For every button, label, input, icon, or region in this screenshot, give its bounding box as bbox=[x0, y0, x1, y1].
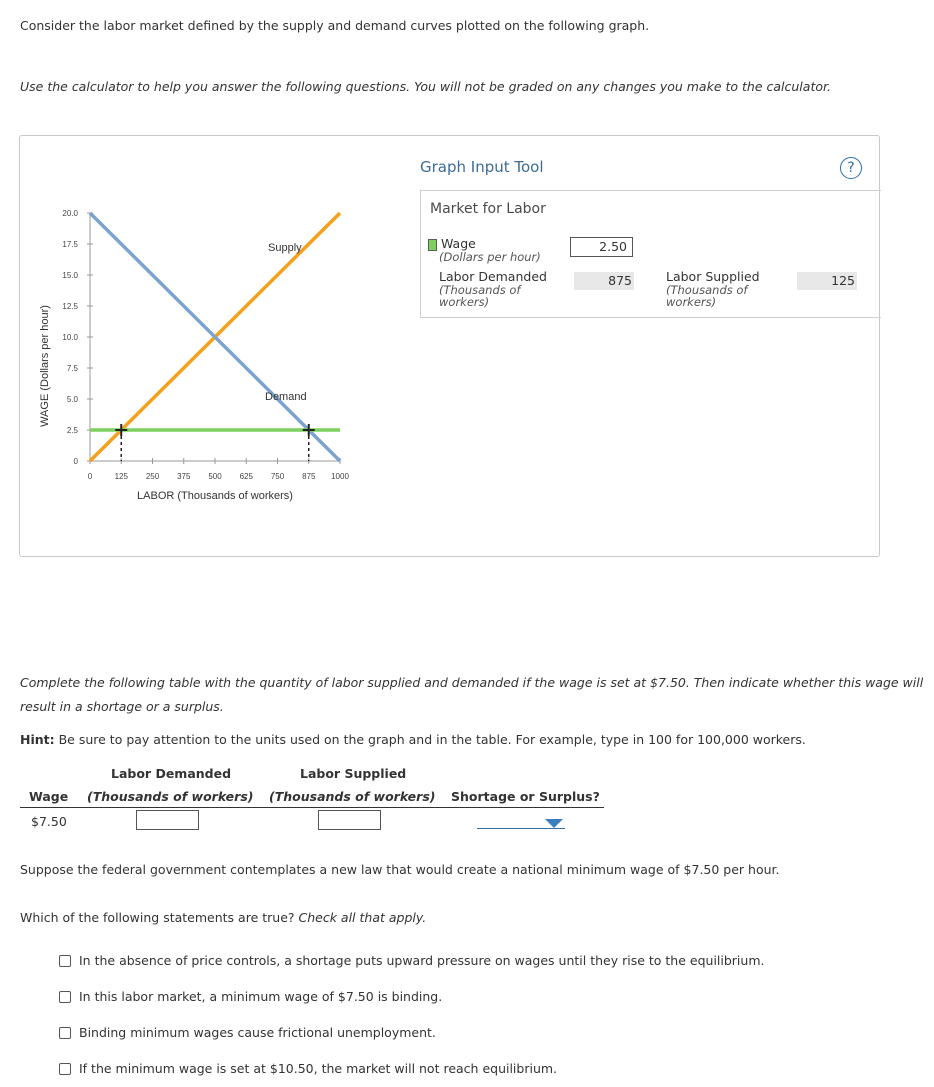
labor-supplied-input[interactable] bbox=[318, 810, 381, 830]
labor-supplied-label: Labor Supplied bbox=[666, 269, 760, 284]
labor-demanded-label: Labor Demanded bbox=[439, 269, 547, 284]
option-label: In this labor market, a minimum wage of $7.50 is binding. bbox=[79, 989, 443, 1004]
y-tick-label: 20.0 bbox=[62, 209, 78, 218]
labor-demanded-input[interactable] bbox=[136, 810, 199, 830]
x-axis-label: LABOR (Thousands of workers) bbox=[137, 490, 293, 502]
table-header-shortage-surplus: Shortage or Surplus? bbox=[451, 789, 600, 804]
y-tick-label: 0 bbox=[73, 457, 78, 466]
checkbox-icon[interactable] bbox=[59, 1063, 71, 1075]
x-tick-label: 750 bbox=[270, 472, 285, 481]
question-table-instructions: Complete the following table with the quantity of labor supplied and demanded if the wage is set at $7.50. Then indicate whether this wage will result in a shortage or a surplus. bbox=[20, 675, 924, 714]
x-tick-label: 0 bbox=[87, 472, 93, 481]
question-minimum-wage: Suppose the federal government contemplates a new law that would create a national minimum wage of $7.50 per hour. bbox=[20, 862, 780, 877]
question-statements-text: Which of the following statements are true? bbox=[20, 910, 299, 925]
supply-curve-label: Supply bbox=[268, 242, 302, 254]
hint bbox=[20, 732, 806, 747]
x-tick-label: 375 bbox=[177, 472, 191, 481]
option-1[interactable] bbox=[59, 953, 764, 968]
calculator-instructions: Use the calculator to help you answer the following questions. You will not be graded on any changes you make to the calculator. bbox=[20, 79, 831, 94]
labor-demanded-unit: (Thousands of workers) bbox=[439, 283, 521, 309]
y-tick-label: 15.0 bbox=[62, 271, 78, 280]
y-tick-label: 7.5 bbox=[66, 364, 78, 373]
table-header-ls-unit: (Thousands of workers) bbox=[269, 789, 436, 804]
checkbox-icon[interactable] bbox=[59, 955, 71, 967]
labor-supplied-label-group bbox=[666, 269, 786, 308]
table-divider bbox=[20, 807, 604, 808]
x-tick-label: 1000 bbox=[331, 472, 349, 481]
question-statements bbox=[20, 910, 426, 925]
table-header-labor-supplied: Labor Supplied bbox=[300, 766, 407, 781]
option-2[interactable] bbox=[59, 989, 442, 1004]
table-header-wage: Wage bbox=[29, 789, 69, 804]
y-tick-label: 2.5 bbox=[66, 426, 78, 435]
labor-supplied-unit: (Thousands of workers) bbox=[666, 283, 748, 309]
market-panel bbox=[420, 190, 881, 318]
dropdown-arrow-icon[interactable] bbox=[545, 819, 563, 828]
x-tick-label: 875 bbox=[302, 472, 316, 481]
y-axis-label: WAGE (Dollars per hour) bbox=[39, 305, 51, 427]
checkbox-icon[interactable] bbox=[59, 1027, 71, 1039]
option-label: Binding minimum wages cause frictional unemployment. bbox=[79, 1025, 436, 1040]
x-tick-label: 250 bbox=[145, 472, 160, 481]
y-tick-label: 17.5 bbox=[62, 240, 78, 249]
option-label: If the minimum wage is set at $10.50, the market will not reach equilibrium. bbox=[79, 1061, 558, 1076]
labor-market-chart[interactable] bbox=[20, 136, 420, 556]
panel-title: Market for Labor bbox=[430, 201, 546, 217]
help-button[interactable]: ? bbox=[840, 157, 862, 179]
checkbox-icon[interactable] bbox=[59, 991, 71, 1003]
labor-supplied-value: 125 bbox=[797, 272, 857, 290]
y-tick-label: 12.5 bbox=[62, 302, 78, 311]
x-tick-label: 125 bbox=[114, 472, 128, 481]
question-statements-instruction: Check all that apply. bbox=[298, 910, 427, 925]
x-tick-label: 500 bbox=[208, 472, 222, 481]
graph-input-tool bbox=[19, 135, 880, 557]
chart-series bbox=[90, 213, 340, 461]
y-tick-label: 5.0 bbox=[66, 395, 78, 404]
labor-demanded-value: 875 bbox=[574, 272, 634, 290]
hint-text: Be sure to pay attention to the units used on the graph and in the table. For example, type in 100 for 100,000 workers. bbox=[54, 732, 806, 747]
wage-unit: (Dollars per hour) bbox=[439, 250, 541, 264]
x-tick-label: 625 bbox=[239, 472, 253, 481]
option-label: In the absence of price controls, a shortage puts upward pressure on wages until they rise to the equilibrium. bbox=[79, 953, 765, 968]
table-header-ld-unit: (Thousands of workers) bbox=[87, 789, 254, 804]
hint-label: Hint: bbox=[20, 732, 55, 747]
option-3[interactable] bbox=[59, 1025, 436, 1040]
labor-demanded-label-group bbox=[439, 269, 559, 308]
wage-input[interactable]: 2.50 bbox=[570, 237, 633, 257]
demand-curve-label: Demand bbox=[265, 391, 307, 403]
wage-label: Wage bbox=[441, 236, 476, 251]
table-header-labor-demanded: Labor Demanded bbox=[111, 766, 232, 781]
wage-row bbox=[428, 236, 541, 263]
intro-text: Consider the labor market defined by the supply and demand curves plotted on the following graph. bbox=[20, 18, 650, 33]
y-tick-label: 10.0 bbox=[62, 333, 78, 342]
table-wage-value: $7.50 bbox=[31, 814, 67, 829]
option-4[interactable] bbox=[59, 1061, 557, 1076]
tool-title: Graph Input Tool bbox=[420, 158, 544, 176]
wage-swatch-icon bbox=[428, 239, 437, 251]
